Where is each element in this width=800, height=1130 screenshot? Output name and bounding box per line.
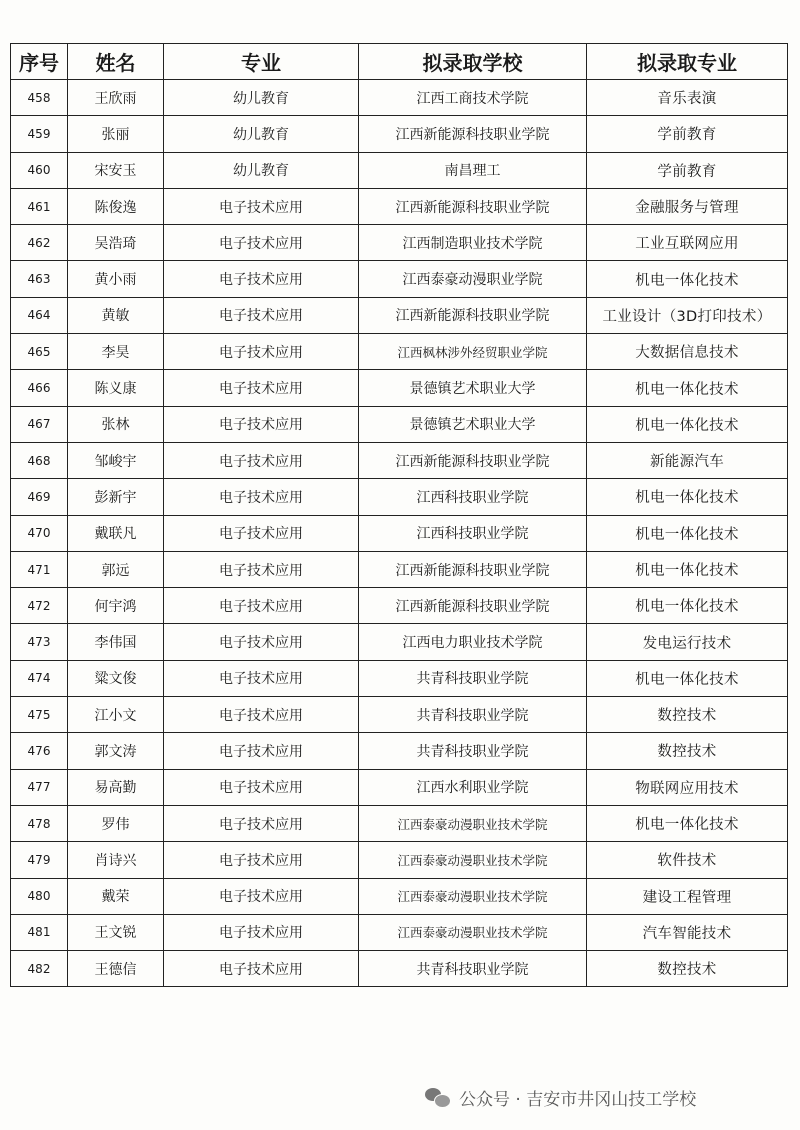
cell-name: 邹峻宇: [68, 442, 164, 478]
cell-major: 幼儿教育: [164, 116, 359, 152]
cell-name: 江小文: [68, 697, 164, 733]
cell-major: 电子技术应用: [164, 878, 359, 914]
table-row: [11, 261, 788, 297]
cell-admit-major: 机电一体化技术: [587, 588, 788, 624]
cell-school: 共青科技职业学院: [359, 733, 587, 769]
cell-admit-major: 新能源汽车: [587, 442, 788, 478]
table-row: [11, 842, 788, 878]
cell-admit-major: 机电一体化技术: [587, 479, 788, 515]
cell-name: 郭远: [68, 551, 164, 587]
wechat-icon: [425, 1086, 451, 1108]
cell-admit-major: 数控技术: [587, 951, 788, 987]
cell-major: 电子技术应用: [164, 733, 359, 769]
table-row: [11, 624, 788, 660]
cell-admit-major: 工业互联网应用: [587, 225, 788, 261]
table-row: [11, 733, 788, 769]
cell-major: 电子技术应用: [164, 697, 359, 733]
cell-admit-major: 数控技术: [587, 733, 788, 769]
cell-major: 电子技术应用: [164, 842, 359, 878]
cell-school: 江西新能源科技职业学院: [359, 188, 587, 224]
table-row: [11, 878, 788, 914]
cell-name: 易高勤: [68, 769, 164, 805]
table-row: [11, 769, 788, 805]
cell-name: 粱文俊: [68, 660, 164, 696]
cell-name: 陈俊逸: [68, 188, 164, 224]
header-major: 专业: [164, 44, 359, 80]
cell-seq: 475: [11, 697, 68, 733]
table-row: [11, 660, 788, 696]
cell-name: 黄小雨: [68, 261, 164, 297]
cell-admit-major: 发电运行技术: [587, 624, 788, 660]
table-row: [11, 588, 788, 624]
table-row: [11, 80, 788, 116]
cell-school: 江西泰豪动漫职业技术学院: [359, 842, 587, 878]
cell-seq: 470: [11, 515, 68, 551]
table-row: [11, 805, 788, 841]
table-row: [11, 188, 788, 224]
cell-name: 王欣雨: [68, 80, 164, 116]
cell-school: 景德镇艺术职业大学: [359, 406, 587, 442]
cell-admit-major: 机电一体化技术: [587, 406, 788, 442]
cell-major: 电子技术应用: [164, 515, 359, 551]
cell-school: 景德镇艺术职业大学: [359, 370, 587, 406]
cell-seq: 480: [11, 878, 68, 914]
table-row: [11, 334, 788, 370]
cell-seq: 467: [11, 406, 68, 442]
cell-school: 江西工商技术学院: [359, 80, 587, 116]
cell-school: 江西新能源科技职业学院: [359, 297, 587, 333]
cell-major: 电子技术应用: [164, 370, 359, 406]
cell-school: 共青科技职业学院: [359, 951, 587, 987]
cell-name: 王德信: [68, 951, 164, 987]
cell-admit-major: 机电一体化技术: [587, 805, 788, 841]
cell-name: 戴荣: [68, 878, 164, 914]
table-header-row: [11, 44, 788, 80]
cell-admit-major: 学前教育: [587, 152, 788, 188]
cell-school: 江西新能源科技职业学院: [359, 116, 587, 152]
cell-major: 电子技术应用: [164, 551, 359, 587]
cell-name: 彭新宇: [68, 479, 164, 515]
cell-school: 共青科技职业学院: [359, 660, 587, 696]
cell-admit-major: 机电一体化技术: [587, 370, 788, 406]
cell-seq: 459: [11, 116, 68, 152]
table-row: [11, 697, 788, 733]
admission-table: [10, 43, 788, 987]
cell-school: 南昌理工: [359, 152, 587, 188]
cell-admit-major: 机电一体化技术: [587, 261, 788, 297]
cell-name: 戴联凡: [68, 515, 164, 551]
header-school: 拟录取学校: [359, 44, 587, 80]
cell-school: 江西泰豪动漫职业技术学院: [359, 914, 587, 950]
cell-seq: 468: [11, 442, 68, 478]
cell-major: 电子技术应用: [164, 951, 359, 987]
cell-seq: 474: [11, 660, 68, 696]
cell-seq: 473: [11, 624, 68, 660]
cell-major: 电子技术应用: [164, 769, 359, 805]
table-row: [11, 116, 788, 152]
cell-name: 陈义康: [68, 370, 164, 406]
cell-seq: 462: [11, 225, 68, 261]
cell-school: 江西泰豪动漫职业技术学院: [359, 805, 587, 841]
table-row: [11, 370, 788, 406]
cell-name: 李伟国: [68, 624, 164, 660]
cell-seq: 466: [11, 370, 68, 406]
cell-admit-major: 金融服务与管理: [587, 188, 788, 224]
table-row: [11, 551, 788, 587]
cell-major: 电子技术应用: [164, 225, 359, 261]
cell-seq: 476: [11, 733, 68, 769]
cell-name: 黄敏: [68, 297, 164, 333]
cell-admit-major: 建设工程管理: [587, 878, 788, 914]
table-row: [11, 479, 788, 515]
cell-school: 江西枫林涉外经贸职业学院: [359, 334, 587, 370]
cell-name: 罗伟: [68, 805, 164, 841]
table-row: [11, 442, 788, 478]
cell-name: 吴浩琦: [68, 225, 164, 261]
cell-major: 电子技术应用: [164, 442, 359, 478]
cell-name: 宋安玉: [68, 152, 164, 188]
table-row: [11, 951, 788, 987]
cell-admit-major: 机电一体化技术: [587, 515, 788, 551]
cell-admit-major: 软件技术: [587, 842, 788, 878]
cell-name: 郭文涛: [68, 733, 164, 769]
cell-admit-major: 物联网应用技术: [587, 769, 788, 805]
table-row: [11, 406, 788, 442]
cell-major: 电子技术应用: [164, 334, 359, 370]
cell-name: 王文锐: [68, 914, 164, 950]
cell-name: 肖诗兴: [68, 842, 164, 878]
cell-name: 何宇鸿: [68, 588, 164, 624]
admission-table-container: [10, 43, 787, 987]
cell-school: 江西制造职业技术学院: [359, 225, 587, 261]
cell-admit-major: 工业设计（3D打印技术）: [587, 297, 788, 333]
cell-seq: 461: [11, 188, 68, 224]
cell-major: 电子技术应用: [164, 805, 359, 841]
cell-major: 幼儿教育: [164, 152, 359, 188]
cell-admit-major: 汽车智能技术: [587, 914, 788, 950]
cell-admit-major: 数控技术: [587, 697, 788, 733]
header-name: 姓名: [68, 44, 164, 80]
cell-school: 江西泰豪动漫职业技术学院: [359, 878, 587, 914]
cell-school: 共青科技职业学院: [359, 697, 587, 733]
cell-name: 李昊: [68, 334, 164, 370]
cell-school: 江西泰豪动漫职业学院: [359, 261, 587, 297]
cell-school: 江西新能源科技职业学院: [359, 551, 587, 587]
cell-seq: 458: [11, 80, 68, 116]
footer-text: 公众号 · 吉安市井冈山技工学校: [459, 1089, 697, 1110]
cell-school: 江西科技职业学院: [359, 479, 587, 515]
cell-seq: 465: [11, 334, 68, 370]
cell-seq: 463: [11, 261, 68, 297]
cell-major: 电子技术应用: [164, 297, 359, 333]
cell-admit-major: 机电一体化技术: [587, 660, 788, 696]
cell-seq: 471: [11, 551, 68, 587]
cell-school: 江西水利职业学院: [359, 769, 587, 805]
table-row: [11, 297, 788, 333]
cell-major: 电子技术应用: [164, 588, 359, 624]
watermark-footer: [425, 1082, 785, 1112]
cell-major: 电子技术应用: [164, 479, 359, 515]
cell-seq: 464: [11, 297, 68, 333]
cell-school: 江西科技职业学院: [359, 515, 587, 551]
cell-seq: 479: [11, 842, 68, 878]
cell-name: 张林: [68, 406, 164, 442]
cell-seq: 481: [11, 914, 68, 950]
cell-admit-major: 大数据信息技术: [587, 334, 788, 370]
header-seq: 序号: [11, 44, 68, 80]
cell-major: 电子技术应用: [164, 261, 359, 297]
cell-seq: 478: [11, 805, 68, 841]
cell-admit-major: 机电一体化技术: [587, 551, 788, 587]
table-row: [11, 152, 788, 188]
table-row: [11, 225, 788, 261]
header-admit-major: 拟录取专业: [587, 44, 788, 80]
cell-major: 电子技术应用: [164, 188, 359, 224]
cell-major: 电子技术应用: [164, 660, 359, 696]
table-row: [11, 914, 788, 950]
cell-admit-major: 学前教育: [587, 116, 788, 152]
cell-seq: 472: [11, 588, 68, 624]
cell-admit-major: 音乐表演: [587, 80, 788, 116]
cell-major: 幼儿教育: [164, 80, 359, 116]
table-row: [11, 515, 788, 551]
cell-major: 电子技术应用: [164, 624, 359, 660]
cell-seq: 482: [11, 951, 68, 987]
cell-school: 江西新能源科技职业学院: [359, 442, 587, 478]
table-body: [11, 80, 788, 987]
cell-seq: 477: [11, 769, 68, 805]
cell-major: 电子技术应用: [164, 914, 359, 950]
cell-seq: 469: [11, 479, 68, 515]
cell-seq: 460: [11, 152, 68, 188]
cell-major: 电子技术应用: [164, 406, 359, 442]
cell-name: 张丽: [68, 116, 164, 152]
cell-school: 江西新能源科技职业学院: [359, 588, 587, 624]
cell-school: 江西电力职业技术学院: [359, 624, 587, 660]
